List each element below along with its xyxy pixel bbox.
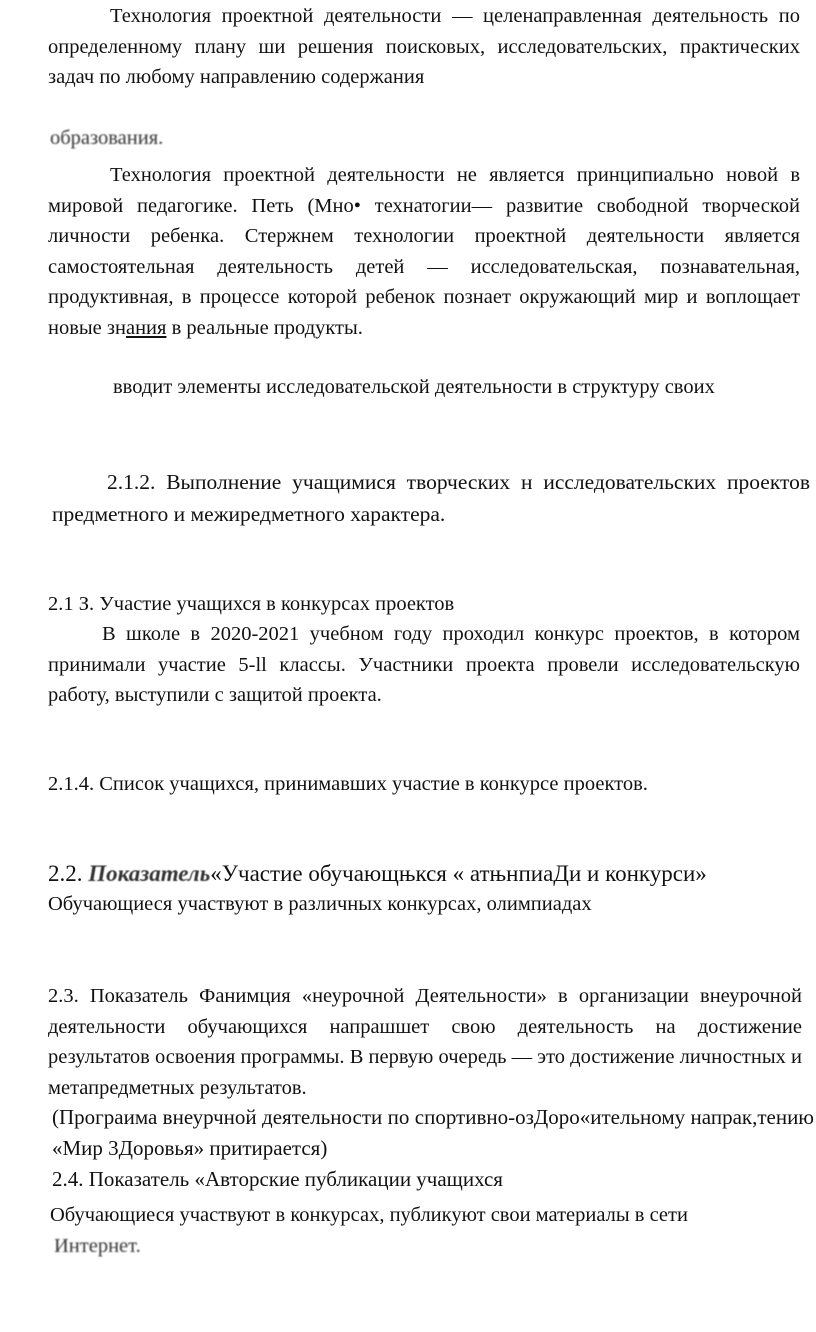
heading-2-4: 2.4. Показатель «Авторские публикации учащихся [52,1167,503,1191]
paragraph-project-contest: В школе в 2020-2021 учебном году проходил конкурс проектов, в котором принимали участие 5-ll классы. Участники проекта провели исследовательскую работу, выступили с защитой проекта. [48,623,800,706]
paragraph-project-technology-description: Технология проектной деятельности не является принципиально новой в мировой педагогике. Петь (Мно• технатогии— развитие свободной творческой личности ребенка. Стержнем технологии проектной деятельности является самостоятельная деятельность детей — исследовательская, познавательная, продуктивная, в процессе которой ребенок познает окружающий мир и воплощает новые знания в реальные продукты. [48,164,800,339]
heading-2-2: 2.2. Показатель«Участие обучающњкся « атњнпиаДи и конкурси» [48,861,707,886]
paragraph-2-3-extracurricular: 2.3. Показатель Фанимция «неурочной Деятельности» в организации внеурочной деятельности обучающихся напрашшет свою деятельность на достижение результатов освоения программы. В первую очередь — это достижение личностных и метапредметных результатов. [48,985,802,1099]
paragraph-research-elements: вводит элементы исследовательской деятельности в структуру своих [113,376,715,398]
paragraph-program-note: (Програима внеурчной деятельности по спортивно-озДоро«ительному напрак,тению «Мир 3Доровья» притирается) [52,1105,814,1160]
paragraph-tail-education: образования. [50,127,164,149]
paragraph-project-technology-definition [48,1,800,93]
paragraph-publications: Обучающиеся участвуют в конкурсах, публикуют свои материалы в сети [50,1204,688,1226]
paragraph-olympiads: Обучающиеся участвуют в различных конкурсах, олимпиадах [48,893,592,915]
heading-2-1-3: 2.1 З. Участие учащихся в конкурсах проектов [48,593,455,615]
heading-2-1-4: 2.1.4. Список учащихся, принимавших участие в конкурсе проектов. [48,773,648,795]
paragraph-tail-internet: Интернет. [54,1235,141,1257]
paragraph-text: Технология проектной деятельности — целенаправленная деятельность по определенному плану ши решения поисковых, исследовательских, практических задач по любому направлению содержания [48,5,800,88]
heading-2-1-2: 2.1.2. Выполнение учащимися творческих н исследовательских проектов предметного и межиредметного характера. [52,470,810,526]
